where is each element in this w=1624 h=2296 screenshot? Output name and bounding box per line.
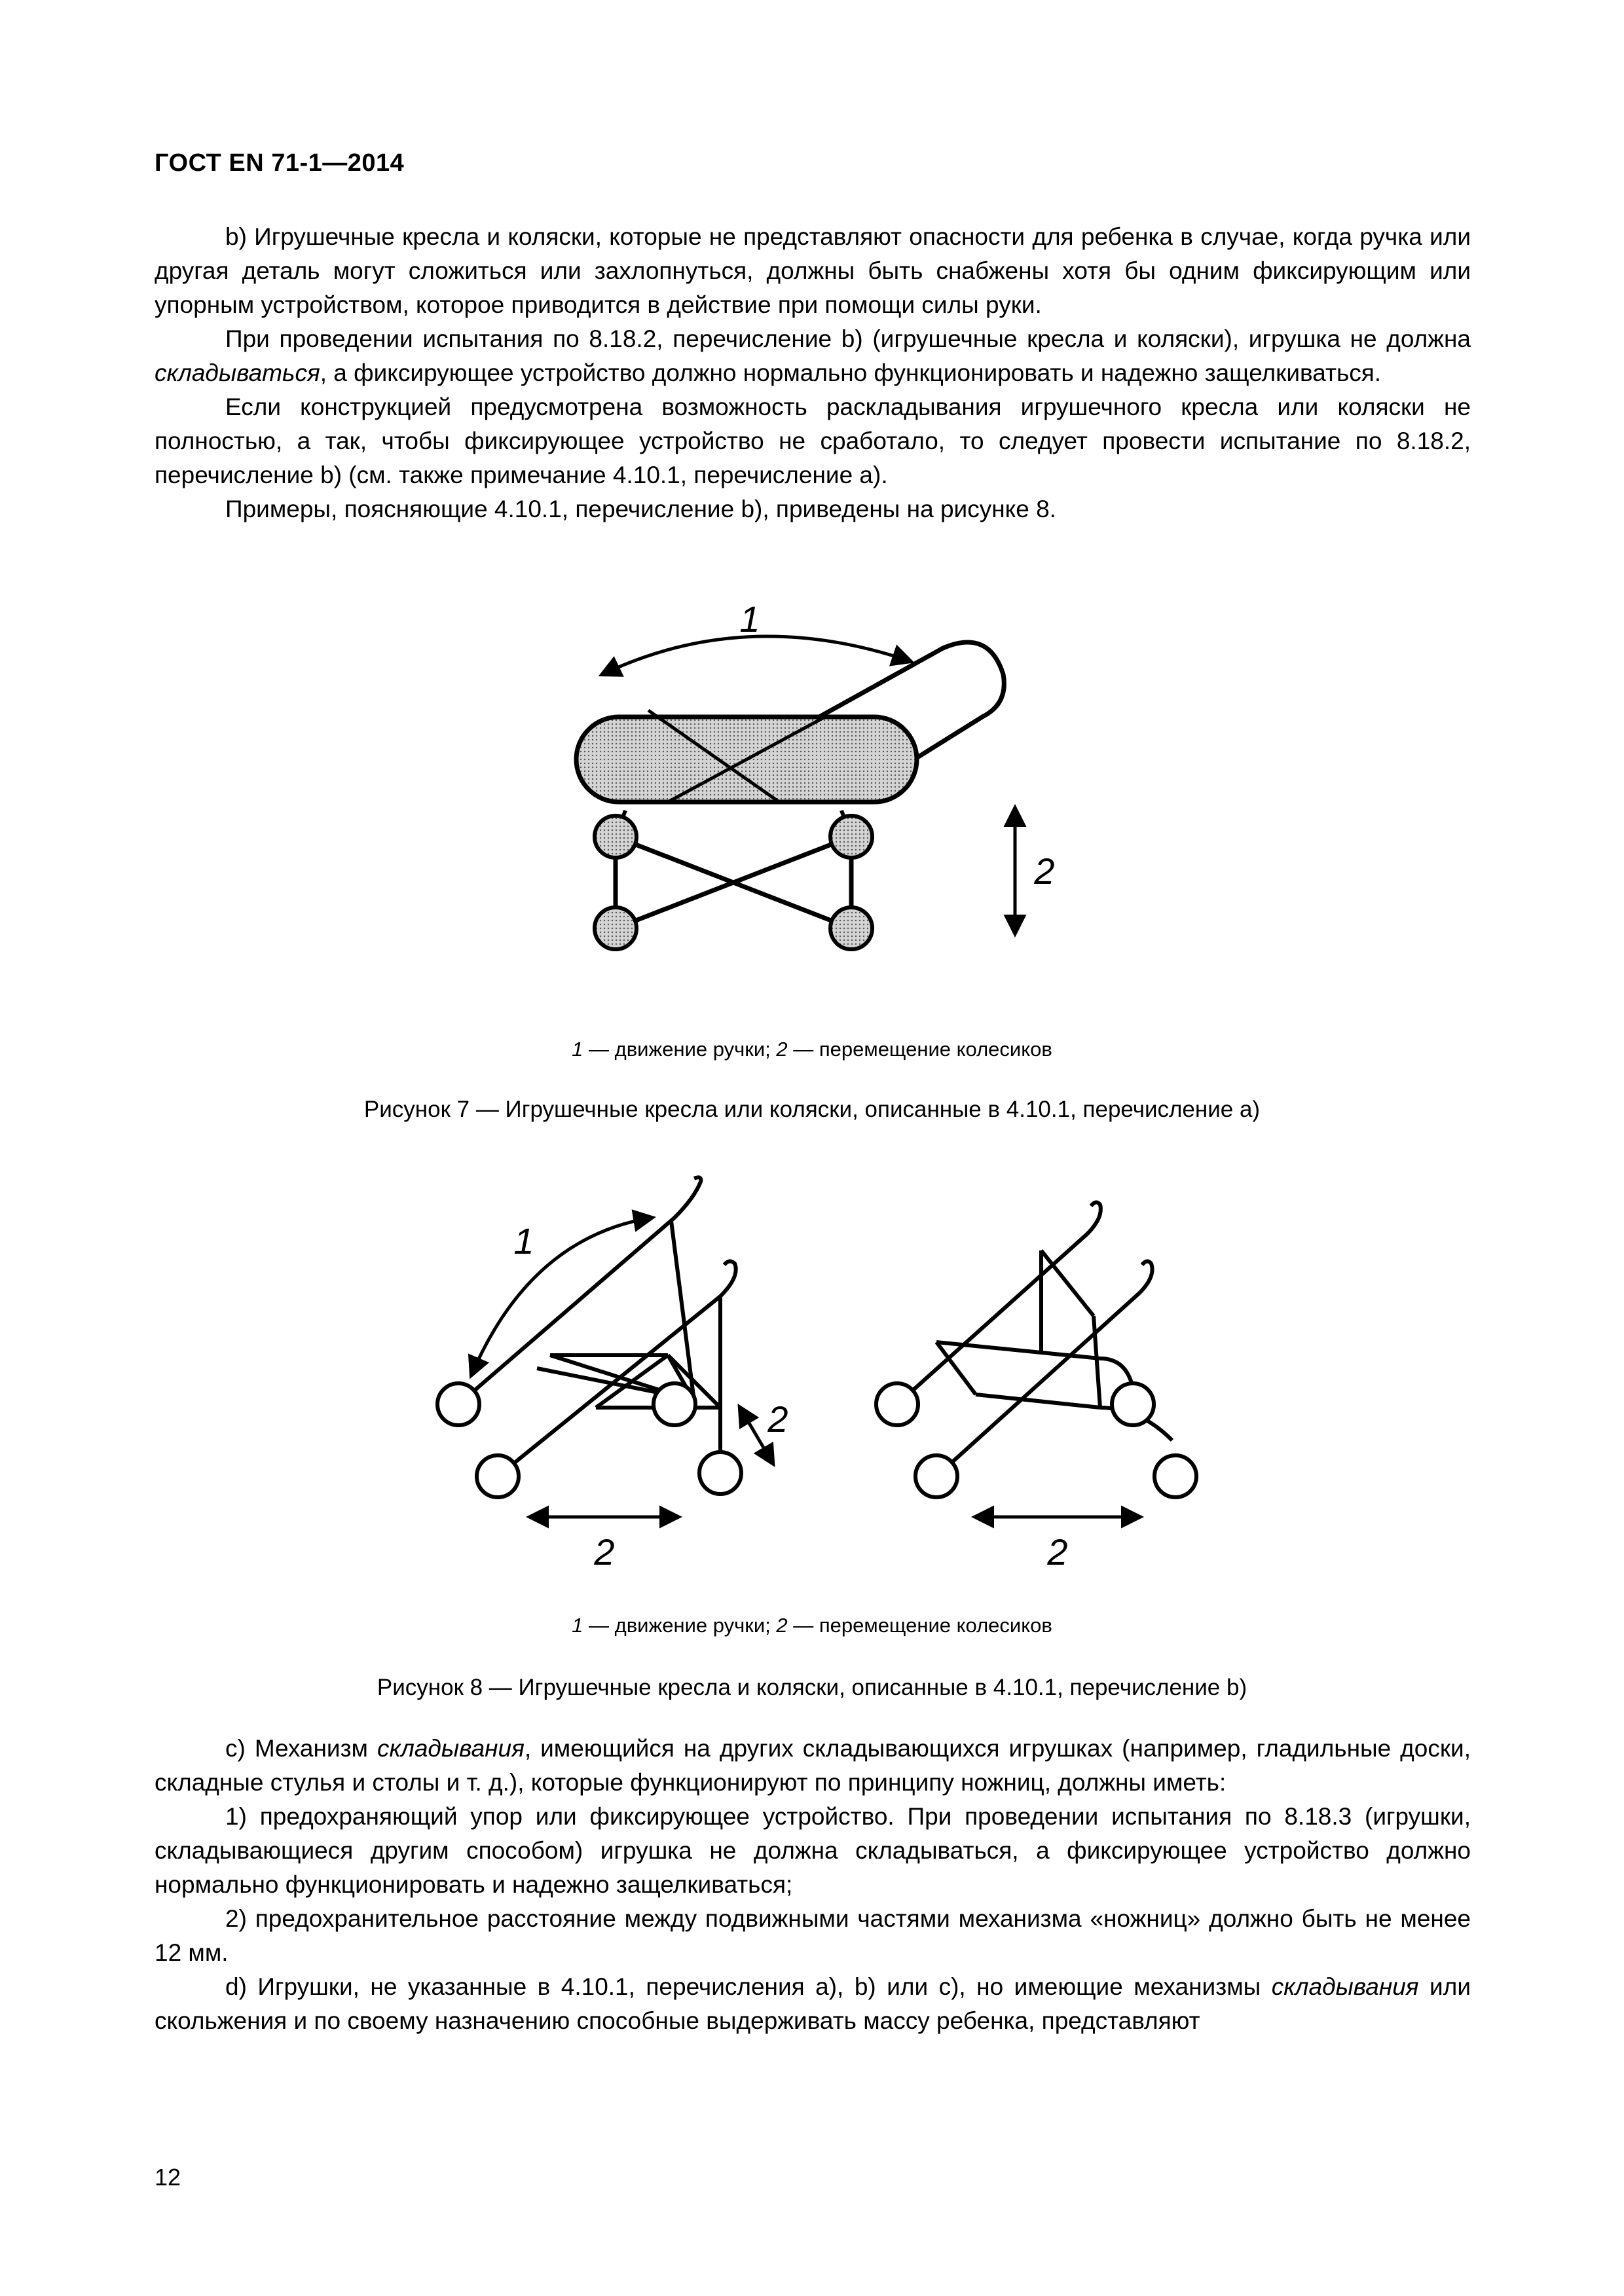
legend-number: 1: [572, 1038, 583, 1061]
paragraph-d: [155, 1970, 1471, 2038]
body-text-top: [155, 220, 1471, 526]
wheel: [1112, 1383, 1154, 1425]
italic-term: складываться: [155, 359, 320, 386]
text-segment: с) Механизм: [225, 1735, 377, 1762]
text-segment: , а фиксирующее устройство должно нормально функционировать и надежно защелкиваться.: [320, 359, 1382, 386]
wheel: [876, 1383, 918, 1425]
wheel: [1154, 1455, 1196, 1497]
legend-text: — движение ручки;: [583, 1614, 777, 1637]
figure-8-caption: Рисунок 8 — Игрушечные кресла и коляски, описанные в 4.10.1, перечисление b): [377, 1675, 1247, 1700]
paragraph-b: b) Игрушечные кресла и коляски, которые не представляют опасности для ребенка в случае, когда ручка или другая деталь могут сложиться или захлопнуться, должны быть снабжены хотя бы одним фиксирующим или упорным устройством, которое приводится в действие при помощи силы руки.: [155, 223, 1471, 318]
stroller-unfolded: [458, 1177, 736, 1476]
paragraph-c: [155, 1732, 1471, 1800]
label-2: 2: [1034, 850, 1055, 892]
handle-movement-arrow: [602, 636, 910, 674]
legend-number: 2: [776, 1614, 788, 1637]
figure-8-legend: [0, 1614, 1624, 1637]
label-2-diagonal: 2: [767, 1398, 788, 1440]
legend-text: — движение ручки;: [583, 1038, 777, 1061]
label-1: 1: [513, 1220, 534, 1262]
wheel: [915, 1455, 957, 1497]
label-2-left: 2: [594, 1531, 615, 1571]
figure-8-drawing: [419, 1172, 1225, 1571]
wheel: [595, 907, 637, 949]
paragraph-partial-unfold: Если конструкцией предусмотрена возможность раскладывания игрушечного кресла или коляски не полностью, а так, чтобы фиксирующее устройство не сработало, то следует провести испытание по 8.18.2, перечисление b) (см. также примечание 4.10.1, перечисление а).: [155, 393, 1471, 488]
paragraph-c-2: 2) предохранительное расстояние между подвижными частями механизма «ножниц» должно быть не менее 12 мм.: [155, 1905, 1471, 1966]
stroller-folded: [897, 1202, 1172, 1476]
page-number: 12: [155, 2164, 181, 2191]
paragraph-examples: Примеры, поясняющие 4.10.1, перечисление b), приведены на рисунке 8.: [225, 496, 1056, 522]
figure-7-legend: [0, 1038, 1624, 1061]
italic-term: складывания: [1271, 1973, 1419, 2000]
label-1: 1: [739, 598, 760, 640]
legend-text: — перемещение колесиков: [787, 1614, 1052, 1637]
paragraph-test-8-18-2: [155, 322, 1471, 390]
label-2-right: 2: [1047, 1531, 1068, 1571]
text-segment: , имеющийся на других складывающихся игрушках (например, гладильные доски, складные стулья и столы и т. д.), которые функционируют по принципу ножниц, должны иметь:: [155, 1735, 1471, 1796]
handle-movement-arrow: [471, 1218, 652, 1375]
figure-7-drawing: [563, 592, 1074, 972]
wheel: [830, 907, 872, 949]
body-text-bottom: [155, 1732, 1471, 2038]
legend-text: — перемещение колесиков: [787, 1038, 1052, 1061]
text-segment: d) Игрушки, не указанные в 4.10.1, перечисления а), b) или с), но имеющие механизмы: [225, 1973, 1272, 2000]
wheel: [477, 1455, 519, 1497]
paragraph-c-1: 1) предохраняющий упор или фиксирующее устройство. При проведении испытания по 8.18.3 (игрушки, складывающиеся другим способом) игрушка не должна складываться, а фиксирующее устройство должно нормально функционировать и надежно защелкиваться;: [155, 1803, 1471, 1898]
text-segment: или скольжения и по своему назначению способные выдерживать массу ребенка, представляют: [155, 1973, 1471, 2034]
wheel: [654, 1383, 695, 1425]
wheel: [830, 816, 872, 858]
text-segment: При проведении испытания по 8.18.2, перечисление b) (игрушечные кресла и коляски), игрушка не должна: [225, 325, 1471, 352]
legend-number: 1: [572, 1614, 583, 1637]
italic-term: складывания: [377, 1735, 525, 1762]
wheel: [437, 1383, 479, 1425]
legend-number: 2: [776, 1038, 788, 1061]
figure-7-caption: Рисунок 7 — Игрушечные кресла или коляски, описанные в 4.10.1, перечисление а): [363, 1097, 1261, 1122]
document-code: ГОСТ EN 71-1—2014: [155, 149, 405, 177]
wheel: [699, 1452, 741, 1494]
wheel: [595, 816, 637, 858]
